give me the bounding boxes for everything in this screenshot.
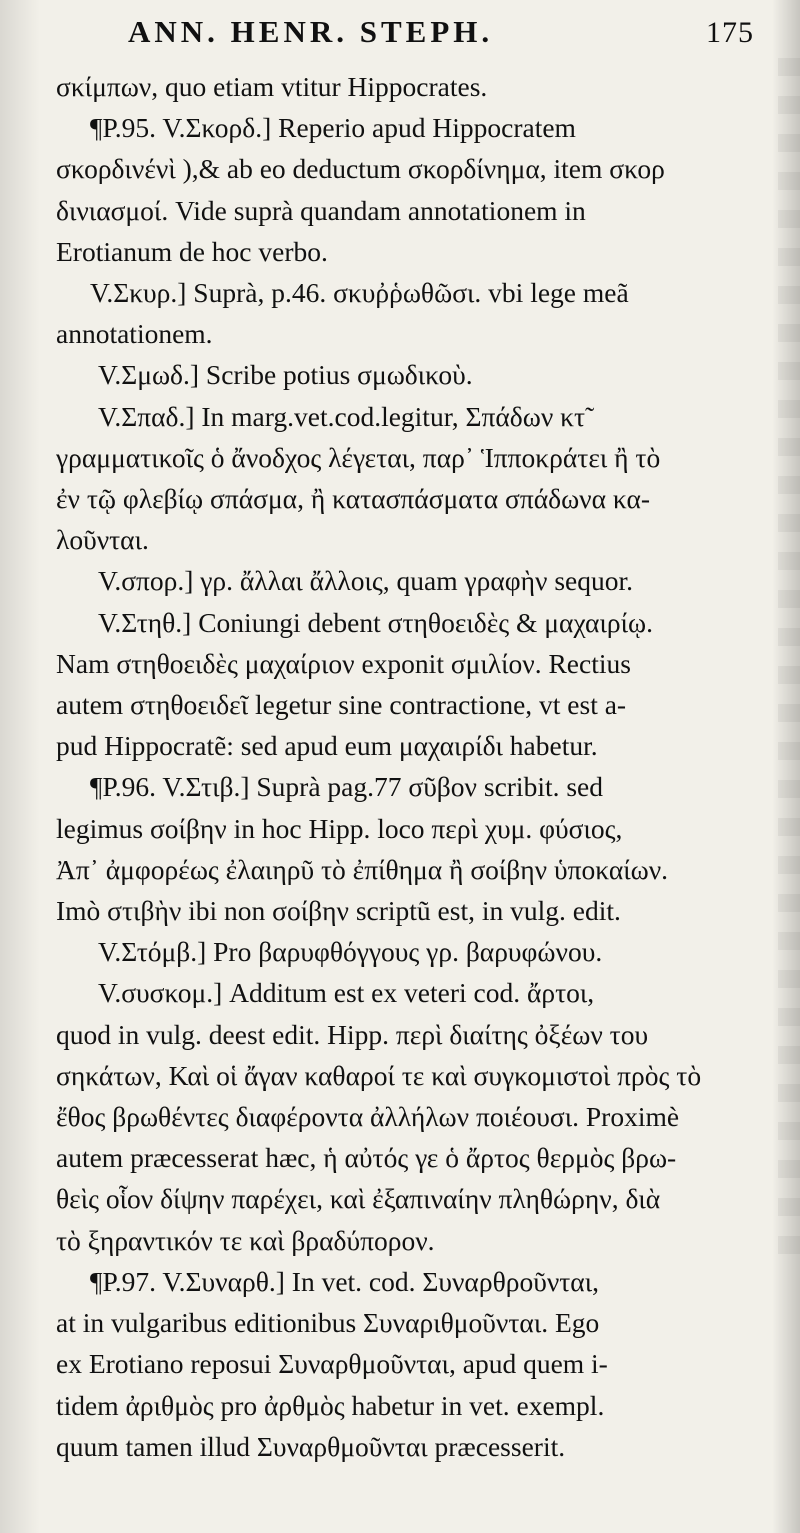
text-line: quum tamen illud Συναρθμοῦνται præcesserit. xyxy=(56,1430,566,1462)
text-line: γραμματικοῖς ὁ ἄνοδχος λέγεται, παρ᾽ Ἱπποκράτει ἢ τὸ xyxy=(56,441,661,473)
text-line: at in vulgaribus editionibus Συναριθμοῦνται. Ego xyxy=(56,1307,600,1339)
text-line: ¶P.97. V.Συναρθ.] In vet. cod. Συναρθροῦνται, xyxy=(90,1265,599,1297)
text-line: σκίμπων, quo etiam vtitur Hippocrates. xyxy=(56,71,488,102)
text-line: ἔθος βρωθέντες διαφέροντα ἀλλήλων ποιέουσι. Proximè xyxy=(56,1101,680,1133)
text-line: legimus σοίβην in hoc Hipp. loco περὶ χυμ. φύσιος, xyxy=(56,812,623,844)
text-line: θεὶς οἷον δίψην παρέχει, καὶ ἐξαπιναίην πληθώρην, διὰ xyxy=(56,1183,661,1215)
text-line: V.Σκυρ.] Suprà, p.46. σκυῤῥωθῶσι. vbi lege meã xyxy=(90,277,629,309)
text-line: V.συσκομ.] Additum est ex veteri cod. ἄρτοι, xyxy=(98,977,595,1009)
text-line: ¶P.96. V.Στιβ.] Suprà pag.77 σῦβον scribit. sed xyxy=(90,771,604,803)
text-line: quod in vulg. deest edit. Hipp. περὶ διαίτης ὀξέων του xyxy=(56,1018,649,1050)
text-line: V.σπορ.] γρ. ἄλλαι ἄλλοις, quam γραφὴν sequor. xyxy=(98,565,634,597)
text-line: σκορδινένὶ ),& ab eo deductum σκορδίνημα, item σκορ xyxy=(56,153,665,185)
text-line: ¶P.95. V.Σκορδ.] Reperio apud Hippocratem xyxy=(90,112,576,144)
annotation-text xyxy=(56,66,754,1467)
text-line: λοῦνται. xyxy=(56,524,149,556)
text-line: δινιασμοί. Vide suprà quandam annotationem in xyxy=(56,194,586,226)
text-line: Nam στηθοειδὲς μαχαίριον exponit σμιλίον. Rectius xyxy=(56,647,631,679)
text-line: annotationem. xyxy=(56,318,213,350)
text-line: Erotianum de hoc verbo. xyxy=(56,235,328,267)
text-line: autem præcesserat hæc, ἡ αὐτός γε ὁ ἄρτος θερμὸς βρω- xyxy=(56,1142,677,1174)
text-line: ex Erotiano reposui Συναρθμοῦνται, apud quem i- xyxy=(56,1348,608,1380)
text-line: Imò στιβὴν ibi non σοίβην scriptũ est, in vulg. edit. xyxy=(56,895,621,927)
text-line: τὸ ξηραντικόν τε καὶ βραδύπορον. xyxy=(56,1224,435,1256)
text-line: tidem ἀριθμὸς pro ἀρθμὸς habetur in vet. exempl. xyxy=(56,1389,605,1421)
text-line: Ἀπ᾽ ἀμφορέως ἐλαιηρῦ τὸ ἐπίθημα ἢ σοίβην ὑποκαίων. xyxy=(56,853,669,885)
text-line: V.Στηθ.] Coniungi debent στηθοειδὲς & μαχαιρίῳ. xyxy=(98,606,653,638)
running-head xyxy=(56,14,754,66)
text-line: autem στηθοειδεῖ legetur sine contractione, vt est a- xyxy=(56,689,627,721)
text-line: V.Σμωδ.] Scribe potius σμωδικοὺ. xyxy=(98,359,473,391)
running-title: ANN. HENR. STEPH. xyxy=(128,14,494,49)
text-line: σηκάτων, Καὶ οἱ ἄγαν καθαροί τε καὶ συγκομιστοὶ πρὸς τὸ xyxy=(56,1059,702,1091)
text-line: V.Σπαδ.] In marg.vet.cod.legitur, Σπάδων κτ̃ xyxy=(98,400,586,432)
text-line: V.Στόμβ.] Pro βαρυφθόγγους γρ. βαρυφώνου. xyxy=(98,936,603,968)
page-number: 175 xyxy=(706,16,754,49)
text-line: pud Hippocratẽ: sed apud eum μαχαιρίδι habetur. xyxy=(56,730,598,762)
page-edge-shadow xyxy=(778,58,800,1258)
text-line: ἐν τῷ φλεβίῳ σπάσμα, ἢ κατασπάσματα σπάδωνα κα- xyxy=(56,483,651,515)
